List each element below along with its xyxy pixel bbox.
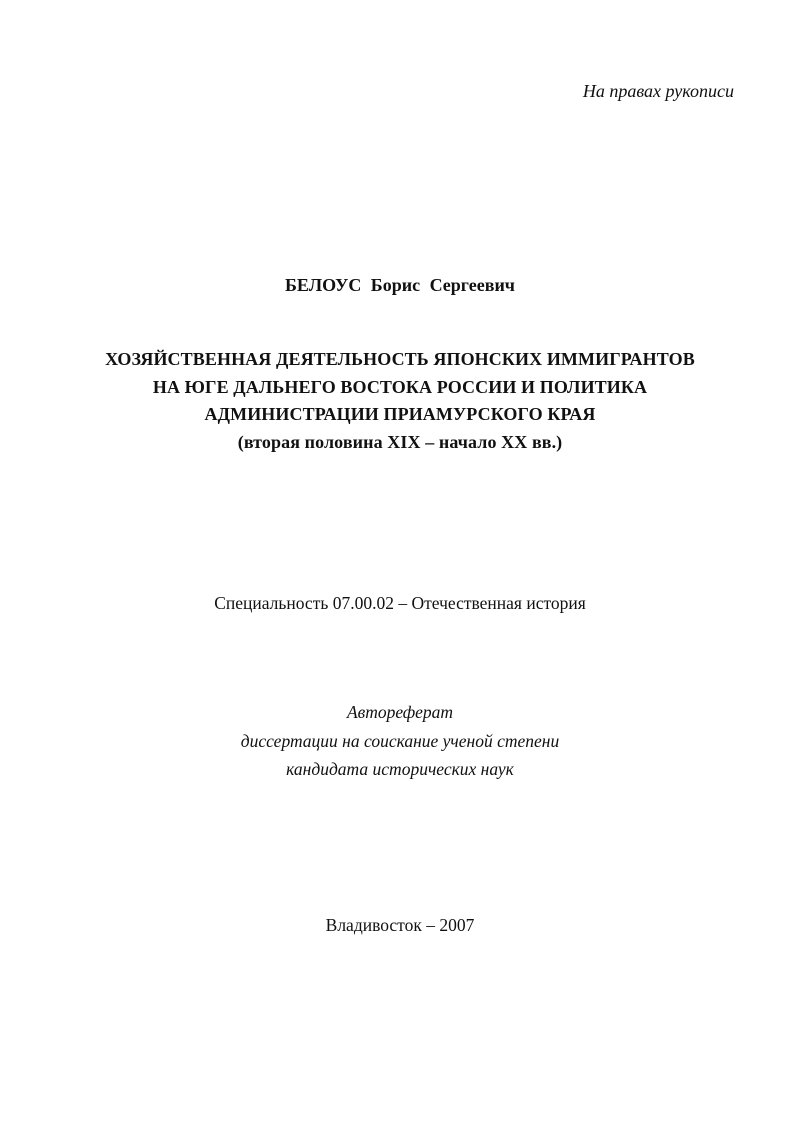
abstract-degree-line: диссертации на соискание ученой степени (240, 731, 560, 751)
title-period: (вторая половина XIX – начало XX вв.) (237, 432, 563, 452)
specialty-line: Специальность 07.00.02 – Отечественная история (214, 593, 586, 613)
title-line-1: ХОЗЯЙСТВЕННАЯ ДЕЯТЕЛЬНОСТЬ ЯПОНСКИХ ИММИГРАНТОВ (105, 349, 695, 369)
title-line-3: АДМИНИСТРАЦИИ ПРИАМУРСКОГО КРАЯ (204, 404, 596, 424)
abstract-field-line: кандидата исторических наук (286, 759, 514, 779)
title-line-2: НА ЮГЕ ДАЛЬНЕГО ВОСТОКА РОССИИ И ПОЛИТИКА (152, 377, 648, 397)
manuscript-note: На правах рукописи (582, 81, 734, 101)
city-year: Владивосток – 2007 (325, 915, 475, 935)
author-name: БЕЛОУС Борис Сергеевич (285, 275, 515, 295)
abstract-label: Автореферат (346, 702, 454, 722)
